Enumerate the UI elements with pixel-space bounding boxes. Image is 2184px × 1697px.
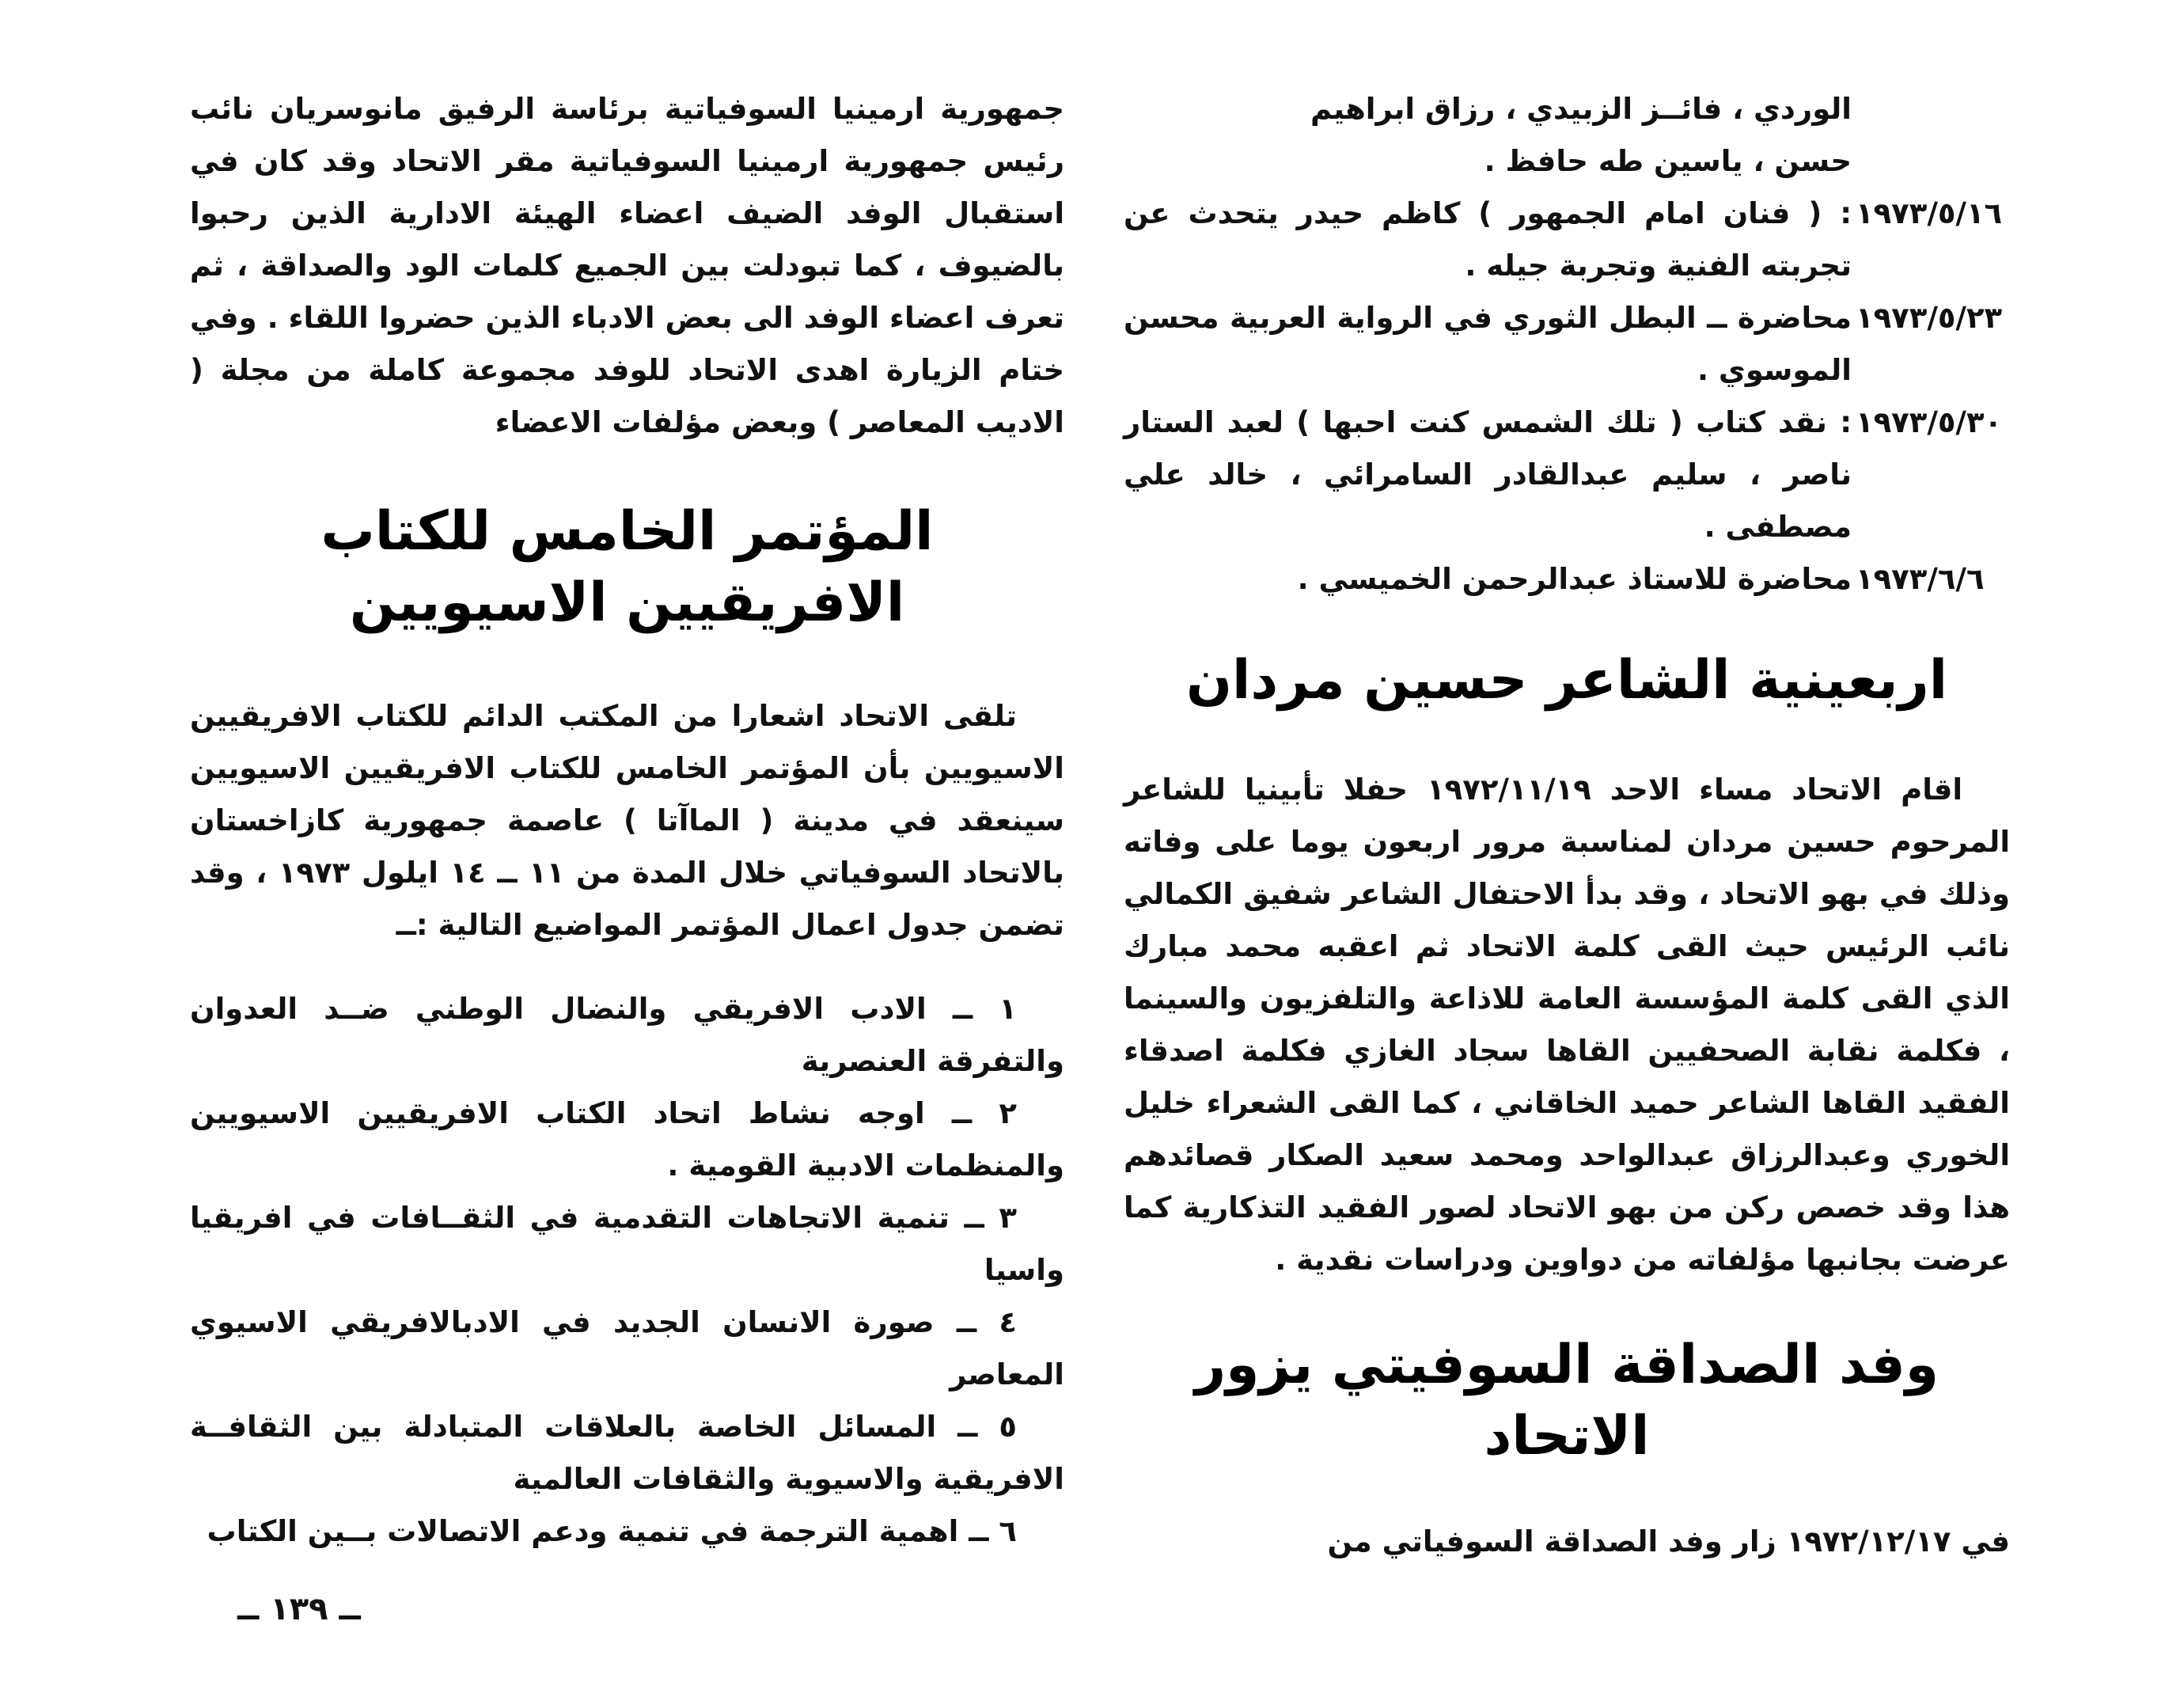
schedule-date: ١٩٧٣/٥/٣٠ [1856,405,2003,439]
topic-item: ٦ ــ اهمية الترجمة في تنمية ودعم الاتصالات بــين الكتاب [207,1514,1017,1548]
topic-item: ٤ ــ صورة الانسان الجديد في الادبالافريقي الاسيوي المعاصر [190,1305,1064,1391]
section-heading: وفد الصداقة السوفيتي يزور الاتحاد [1194,1334,1939,1467]
schedule-item [1124,553,2010,606]
schedule-date: ١٩٧٣/٥/١٦ [1856,196,2003,230]
topic-item: ٥ ــ المسائل الخاصة بالعلاقات المتبادلة بين الثقافــة الافريقية والاسيوية والثقافات العالمية [190,1410,1064,1496]
topic-item: ١ ــ الادب الافريقي والنضال الوطني ضــد العدوان والتفرقة العنصرية [190,992,1064,1078]
section-paragraph: اقام الاتحاد مساء الاحد ١٩٧٢/١١/١٩ حفلا تأبينيا للشاعر المرحوم حسين مردان لمناسبة مرور اربعون يوما على وفاته وذلك في بهو الاتحاد ، وقد بدأ الاحتفال الشاعر شفيق الكمالي نائب الرئيس حيث القى كلمة الاتحاد ثم اعقبه محمد مبارك الذي القى كلمة المؤسسة العامة للاذاعة والتلفزيون والسينما ، فكلمة نقابة الصحفيين القاها سجاد الغازي فكلمة اصدقاء الفقيد القاها الشاعر حميد الخاقاني ، كما القى الشعراء خليل الخوري وعبدالرزاق عبدالواحد ومحمد سعيد الصكار قصائدهم هذا وقد خصص ركن من بهو الاتحاد لصور الفقيد التذكارية كما عرضت بجانبها مؤلفاته من دواوين ودراسات نقدية . [1124,773,2010,1277]
right-column [1124,83,2010,1568]
schedule-item [1124,188,2010,292]
intro-line: حسن ، ياسين طه حافظ . [1484,144,1852,178]
continued-paragraph: جمهورية ارمينيا السوفياتية برئاسة الرفيق مانوسريان نائب رئيس جمهورية ارمينيا السوفياتية مقر الاتحاد وقد كان في استقبال الوفد الضيف اعضاء الهيئة الادارية الذين رحبوا بالضيوف ، كما تبودلت بين الجميع كلمات الود والصداقة ، ثم تعرف اعضاء الوفد الى بعض الادباء الذين حضروا اللقاء . وفي ختام الزيارة اهدى الاتحاد للوفد مجموعة كاملة من مجلة ( الاديب المعاصر ) وبعض مؤلفات الاعضاء [190,92,1064,439]
schedule-text: محاضرة ــ البطل الثوري في الرواية العربية محسن الموسوي . [1124,301,1852,387]
topic-item: ٢ ــ اوجه نشاط اتحاد الكتاب الافريقيين الاسيويين والمنظمات الادبية القومية . [190,1096,1064,1183]
topic-item: ٣ ــ تنمية الاتجاهات التقدمية في الثقــافات في افريقيا واسيا [190,1201,1064,1287]
schedule-text: : نقد كتاب ( تلك الشمس كنت احبها ) لعبد الستار ناصر ، سليم عبدالقادر السامرائي ، خالد علي مصطفى . [1124,405,1852,544]
section-paragraph: في ١٩٧٢/١٢/١٧ زار وفد الصداقة السوفياتي من [1327,1524,2010,1558]
schedule-date: ١٩٧٣/٥/٢٣ [1856,301,2003,335]
page-number: ــ ١٣٩ ــ [237,1591,361,1627]
section-paragraph: تلقى الاتحاد اشعارا من المكتب الدائم للكتاب الافريقيين الاسيويين بأن المؤتمر الخامس للكتاب الافريقيين الاسيويين سينعقد في مدينة ( الماآتا ) عاصمة جمهورية كازاخستان بالاتحاد السوفياتي خلال المدة من ١١ ــ ١٤ ايلول ١٩٧٣ ، وقد تضمن جدول اعمال المؤتمر المواضيع التالية :ــ [190,699,1064,942]
schedule-date: ١٩٧٣/٦/٦ [1856,562,1985,596]
left-column [190,83,1064,1558]
section-heading: اربعينية الشاعر حسين مردان [1185,649,1948,712]
schedule-item [1124,397,2010,553]
schedule-text: : ( فنان امام الجمهور ) كاظم حيدر يتحدث عن تجربته الفنية وتجربة جيله . [1124,196,1852,283]
schedule-item [1124,292,2010,397]
section-heading: المؤتمر الخامس للكتاب الافريقيين الاسيويين [320,500,934,634]
schedule-text: محاضرة للاستاذ عبدالرحمن الخميسي . [1297,562,1852,596]
intro-line: الوردي ، فائــز الزبيدي ، رزاق ابراهيم [1310,92,1852,126]
